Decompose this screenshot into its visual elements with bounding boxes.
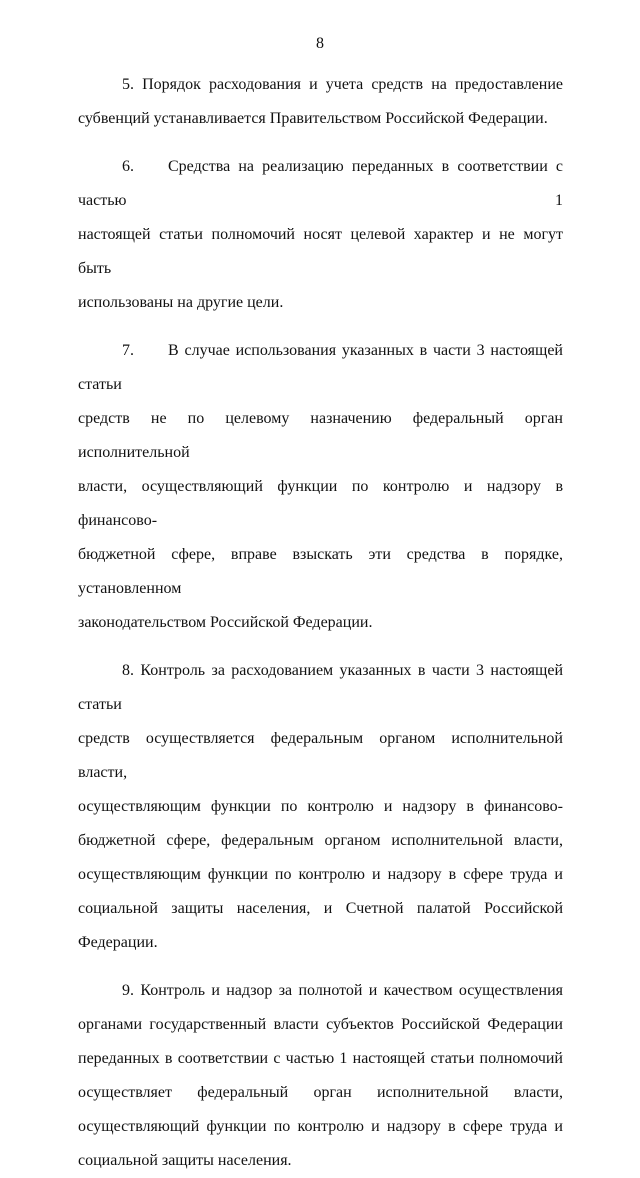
paragraph-line: осуществляющий функции по контролю и надзору в сфере труда и	[78, 1118, 563, 1135]
paragraph-line: 5. Порядок расходования и учета средств на предоставление	[122, 76, 564, 93]
paragraph-8	[78, 654, 563, 960]
page-number: 8	[316, 35, 324, 52]
paragraph-line: органами государственный власти субъектов Российской Федерации	[78, 1016, 563, 1033]
paragraph-line: средств не по целевому назначению федеральный орган исполнительной	[78, 410, 563, 461]
paragraph-number: 5.	[122, 76, 134, 93]
document-body	[78, 68, 563, 1178]
paragraph-9	[78, 974, 563, 1178]
paragraph-line: 8. Контроль за расходованием указанных в части 3 настоящей статьи	[78, 662, 564, 713]
paragraph-number: 7.	[122, 342, 134, 359]
paragraph-line: бюджетной сфере, федеральным органом исполнительной власти,	[78, 832, 563, 849]
paragraph-7	[78, 334, 563, 640]
paragraph-line: бюджетной сфере, вправе взыскать эти средства в порядке, установленном	[78, 546, 563, 597]
paragraph-line: средств осуществляется федеральным органом исполнительной власти,	[78, 730, 563, 781]
paragraph-line: 7. В случае использования указанных в части 3 настоящей статьи	[78, 342, 563, 393]
paragraph-line: переданных в соответствии с частью 1 настоящей статьи полномочий	[78, 1050, 563, 1067]
paragraph-line: осуществляет федеральный орган исполнительной власти,	[78, 1084, 563, 1101]
paragraph-number: 8.	[122, 662, 134, 679]
paragraph-line: 6. Средства на реализацию переданных в соответствии с частью 1	[78, 158, 563, 209]
paragraph-line: осуществляющим функции по контролю и надзору в финансово-	[78, 798, 563, 815]
paragraph-number: 9.	[122, 982, 134, 999]
paragraph-line: 9. Контроль и надзор за полнотой и качеством осуществления	[122, 982, 564, 999]
paragraph-line: социальной защиты населения, и Счетной палатой Российской Федерации.	[78, 900, 563, 951]
paragraph-line: настоящей статьи полномочий носят целевой характер и не могут быть	[78, 226, 563, 277]
paragraph-line: власти, осуществляющий функции по контролю и надзору в финансово-	[78, 478, 563, 529]
paragraph-5	[78, 68, 563, 136]
paragraph-line: субвенций устанавливается Правительством Российской Федерации.	[78, 110, 548, 127]
paragraph-line: использованы на другие цели.	[78, 294, 284, 311]
paragraph-number: 6.	[122, 158, 134, 175]
paragraph-line: осуществляющим функции по контролю и надзору в сфере труда и	[78, 866, 563, 883]
paragraph-line: социальной защиты населения.	[78, 1152, 292, 1169]
paragraph-line: законодательством Российской Федерации.	[78, 614, 373, 631]
paragraph-6	[78, 150, 563, 320]
